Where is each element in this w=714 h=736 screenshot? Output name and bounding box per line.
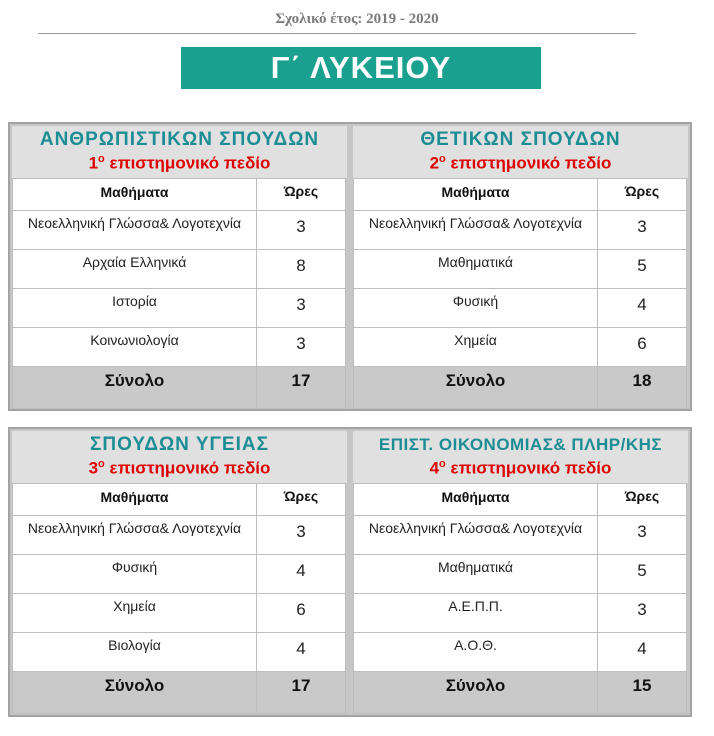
total-hours: 17 [257,367,346,409]
table-row [354,328,687,367]
total-row [13,672,346,714]
subjects-table [353,483,687,714]
table-row [354,594,687,633]
hours-cell: 3 [257,289,346,328]
hours-cell: 3 [598,211,687,250]
col-subjects: Μαθήματα [354,179,598,211]
total-row [354,367,687,409]
subject-cell: Κοινωνιολογία [13,328,257,367]
hours-cell: 3 [257,211,346,250]
table-row [354,250,687,289]
subject-cell: Νεοελληνική Γλώσσα& Λογοτεχνία [354,516,598,555]
hours-cell: 3 [598,594,687,633]
subject-cell: Χημεία [354,328,598,367]
hours-cell: 4 [598,289,687,328]
panel-header [353,126,688,178]
subject-cell: Νεοελληνική Γλώσσα& Λογοτεχνία [354,211,598,250]
panel-humanities [12,126,347,407]
subjects-table [12,483,346,714]
panel-economics [353,431,688,712]
total-hours: 15 [598,672,687,714]
subject-cell: Μαθηματικά [354,250,598,289]
field-label: $4^o$ επιστημονικό πεδίο [429,458,612,478]
subject-cell: Μαθηματικά [354,555,598,594]
subject-cell: Βιολογία [13,633,257,672]
col-subjects: Μαθήματα [354,484,598,516]
panel-title: ΑΝΘΡΩΠΙΣΤΙΚΩΝ ΣΠΟΥΔΩΝ [39,129,320,150]
hours-cell: 6 [598,328,687,367]
table-row [354,289,687,328]
subject-cell: Νεοελληνική Γλώσσα& Λογοτεχνία [13,516,257,555]
panel-sciences [353,126,688,407]
field-label: $3^o$ επιστημονικό πεδίο [88,458,271,478]
total-hours: 17 [257,672,346,714]
col-hours: Ώρες [257,179,346,211]
col-subjects: Μαθήματα [13,179,257,211]
table-row [13,516,346,555]
subject-cell: Αρχαία Ελληνικά [13,250,257,289]
table-row [13,594,346,633]
total-label: Σύνολο [354,367,598,409]
field-label: $2^o$ επιστημονικό πεδίο [429,153,612,173]
total-label: Σύνολο [354,672,598,714]
table-row [354,211,687,250]
col-hours: Ώρες [257,484,346,516]
total-label: Σύνολο [13,672,257,714]
panel-title: ΕΠΙΣΤ. ΟΙΚΟΝΟΜΙΑΣ& ΠΛΗΡ/ΚΗΣ [378,435,663,454]
subject-cell: Α.Ε.Π.Π. [354,594,598,633]
col-subjects: Μαθήματα [13,484,257,516]
total-hours: 18 [598,367,687,409]
subject-cell: Φυσική [13,555,257,594]
table-row [13,250,346,289]
hours-cell: 5 [598,250,687,289]
panel-header [12,431,347,483]
table-row [13,211,346,250]
divider [38,33,636,34]
table-row [354,516,687,555]
school-year: Σχολικό έτος: 2019 - 2020 [275,11,439,27]
table-row [13,633,346,672]
subject-cell: Χημεία [13,594,257,633]
panel-title: ΣΠΟΥΔΩΝ ΥΓΕΙΑΣ [89,434,270,455]
hours-cell: 3 [257,516,346,555]
table-row [354,555,687,594]
table-row [354,633,687,672]
hours-cell: 4 [257,633,346,672]
page-title: Γ΄ ΛΥΚΕΙΟΥ [181,47,541,89]
panels-row-bottom [8,427,692,717]
total-row [13,367,346,409]
subject-cell: Νεοελληνική Γλώσσα& Λογοτεχνία [13,211,257,250]
hours-cell: 3 [598,516,687,555]
panel-header [353,431,688,483]
table-row [13,555,346,594]
total-row [354,672,687,714]
panel-title: ΘΕΤΙΚΩΝ ΣΠΟΥΔΩΝ [420,129,621,150]
subjects-table [12,178,346,409]
hours-cell: 4 [257,555,346,594]
field-label: $1^o$ επιστημονικό πεδίο [88,153,271,173]
total-label: Σύνολο [13,367,257,409]
subjects-table [353,178,687,409]
subject-cell: Α.Ο.Θ. [354,633,598,672]
hours-cell: 8 [257,250,346,289]
hours-cell: 6 [257,594,346,633]
subject-cell: Φυσική [354,289,598,328]
subject-cell: Ιστορία [13,289,257,328]
panels-row-top [8,122,692,411]
table-row [13,289,346,328]
hours-cell: 4 [598,633,687,672]
table-row [13,328,346,367]
panel-header [12,126,347,178]
col-hours: Ώρες [598,484,687,516]
hours-cell: 5 [598,555,687,594]
panel-health [12,431,347,712]
col-hours: Ώρες [598,179,687,211]
hours-cell: 3 [257,328,346,367]
